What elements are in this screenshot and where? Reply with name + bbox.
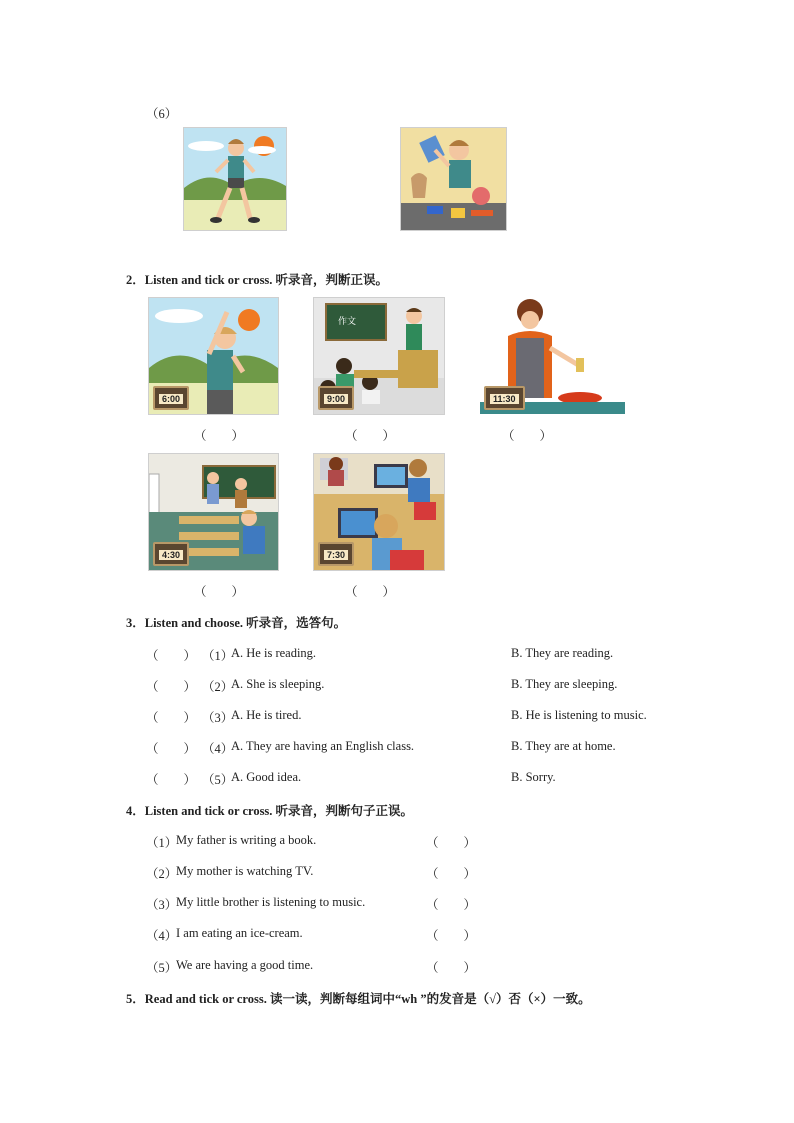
q3-number-1: （1） [202,649,234,663]
q2-heading: 2．Listen and tick or cross. 听录音，判断正误。 [126,273,389,287]
q4-number-3: （3） [146,898,178,912]
q3-option-a-4: A. They are having an English class. [231,739,415,753]
q2-clock-2: 9:00 [318,386,354,410]
q3-number-4: （4） [202,742,234,756]
q2-picture-5 [313,453,445,571]
q2-picture-3 [479,297,626,415]
chalkboard-text: 作文 [338,317,357,327]
q4-sentence-4: I am eating an ice-cream. [176,926,303,940]
q3-number-5: （5） [202,773,234,787]
q4-answer-3[interactable]: （ ） [426,898,477,912]
q3-answer-3[interactable]: （ ） [146,711,197,725]
q4-answer-5[interactable]: （ ） [426,961,477,975]
q4-sentence-3: My little brother is listening to music. [176,895,366,909]
q3-answer-2[interactable]: （ ） [146,680,197,694]
q3-option-a-1: A. He is reading. [231,646,317,660]
q3-option-b-5: B. Sorry. [511,770,556,784]
q3-answer-1[interactable]: （ ） [146,649,197,663]
q2-clock-1: 6:00 [153,386,189,410]
q3-option-b-4: B. They are at home. [511,739,616,753]
q2-picture-1 [148,297,279,415]
q5-heading: 5．Read and tick or cross. 读一读，判断每组词中“wh ”的发音是（√）否（×）一致。 [126,992,591,1006]
q2-answer-2[interactable]: （ ） [345,429,396,443]
q4-heading: 4．Listen and tick or cross. 听录音，判断句子正误。 [126,804,414,818]
q4-answer-1[interactable]: （ ） [426,836,477,850]
q4-sentence-5: We are having a good time. [176,958,314,972]
exercising-boy-picture [183,127,287,231]
q2-picture-2 [313,297,445,415]
q3-option-a-5: A. Good idea. [231,770,302,784]
q4-number-1: （1） [146,836,178,850]
q4-number-4: （4） [146,929,178,943]
q2-clock-3: 11:30 [484,386,525,410]
q4-sentence-1: My father is writing a book. [176,833,317,847]
q4-sentence-2: My mother is watching TV. [176,864,314,878]
q3-option-b-3: B. He is listening to music. [511,708,647,722]
q4-number-5: （5） [146,961,178,975]
q2-answer-3[interactable]: （ ） [502,429,553,443]
q4-answer-2[interactable]: （ ） [426,867,477,881]
q3-answer-5[interactable]: （ ） [146,773,197,787]
q2-answer-1[interactable]: （ ） [194,429,245,443]
q1-item-label: （6） [146,107,178,121]
q3-option-b-1: B. They are reading. [511,646,614,660]
q4-answer-4[interactable]: （ ） [426,929,477,943]
boy-with-books-picture [400,127,507,231]
q3-answer-4[interactable]: （ ） [146,742,197,756]
q3-option-a-2: A. She is sleeping. [231,677,325,691]
q2-clock-4: 4:30 [153,542,189,566]
q4-number-2: （2） [146,867,178,881]
q2-picture-4 [148,453,279,571]
q2-answer-4[interactable]: （ ） [194,585,245,599]
q3-option-b-2: B. They are sleeping. [511,677,618,691]
q3-option-a-3: A. He is tired. [231,708,302,722]
q3-number-2: （2） [202,680,234,694]
q3-heading: 3．Listen and choose. 听录音，选答句。 [126,616,347,630]
q3-number-3: （3） [202,711,234,725]
q2-clock-5: 7:30 [318,542,354,566]
q2-answer-5[interactable]: （ ） [345,585,396,599]
